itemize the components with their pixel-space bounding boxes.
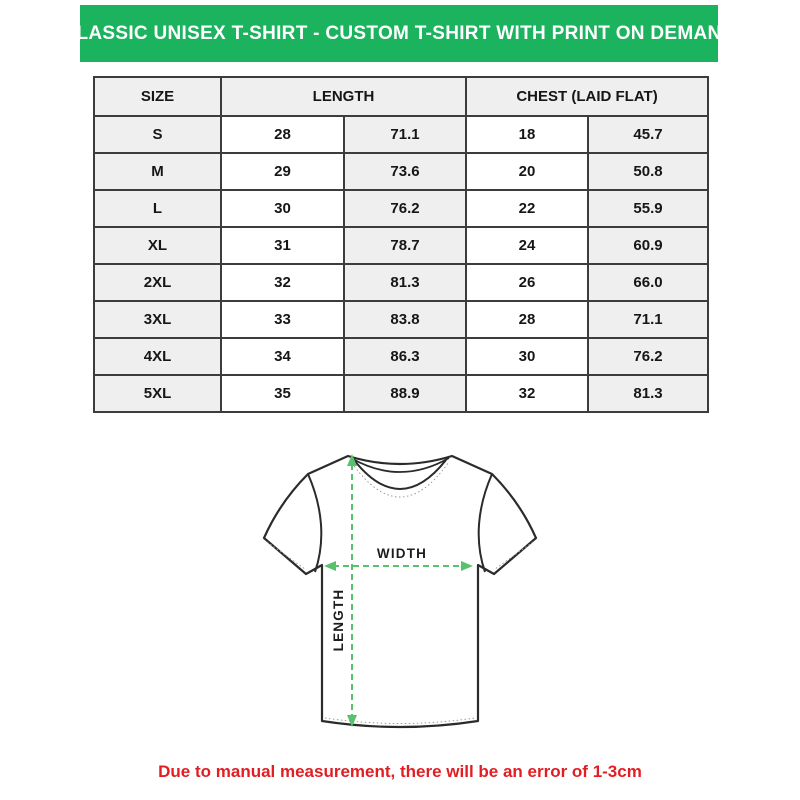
measurement-error-note [0, 762, 800, 782]
table-row [94, 116, 708, 153]
size-cell: M [94, 153, 221, 190]
table-row [94, 190, 708, 227]
chest-cm-cell: 45.7 [588, 116, 708, 153]
size-cell: XL [94, 227, 221, 264]
length-cm-cell: 81.3 [344, 264, 466, 301]
tshirt-measurement-diagram [240, 428, 560, 748]
length-in-cell: 32 [221, 264, 344, 301]
length-in-cell: 34 [221, 338, 344, 375]
chest-in-cell: 28 [466, 301, 588, 338]
size-cell: 3XL [94, 301, 221, 338]
chest-cm-cell: 71.1 [588, 301, 708, 338]
length-in-cell: 35 [221, 375, 344, 412]
chest-in-cell: 24 [466, 227, 588, 264]
chest-cm-cell: 76.2 [588, 338, 708, 375]
chest-cm-cell: 50.8 [588, 153, 708, 190]
chest-cm-cell: 81.3 [588, 375, 708, 412]
length-in-cell: 28 [221, 116, 344, 153]
chest-in-cell: 26 [466, 264, 588, 301]
length-cm-cell: 76.2 [344, 190, 466, 227]
size-cell: 4XL [94, 338, 221, 375]
length-in-cell: 30 [221, 190, 344, 227]
length-label: LENGTH [331, 588, 346, 652]
chest-in-cell: 20 [466, 153, 588, 190]
size-cell: S [94, 116, 221, 153]
width-label: WIDTH [376, 546, 428, 561]
length-in-cell: 29 [221, 153, 344, 190]
length-cm-cell: 86.3 [344, 338, 466, 375]
note-text: Due to manual measurement, there will be an error of 1-3cm [158, 762, 642, 781]
chest-cm-cell: 55.9 [588, 190, 708, 227]
table-row [94, 264, 708, 301]
table-row [94, 227, 708, 264]
chest-in-cell: 30 [466, 338, 588, 375]
table-row [94, 301, 708, 338]
table-row [94, 375, 708, 412]
length-in-cell: 33 [221, 301, 344, 338]
size-cell: 2XL [94, 264, 221, 301]
chest-cm-cell: 60.9 [588, 227, 708, 264]
length-cm-cell: 83.8 [344, 301, 466, 338]
page-title: CLASSIC UNISEX T-SHIRT - CUSTOM T-SHIRT WITH PRINT ON DEMAND [62, 22, 736, 44]
size-chart-table [93, 76, 709, 413]
size-cell: 5XL [94, 375, 221, 412]
table-row [94, 153, 708, 190]
table-row [94, 338, 708, 375]
length-cm-cell: 88.9 [344, 375, 466, 412]
size-cell: L [94, 190, 221, 227]
chest-in-cell: 32 [466, 375, 588, 412]
column-header-length: LENGTH [221, 77, 466, 116]
column-header-size: SIZE [94, 77, 221, 116]
column-header-chest: CHEST (LAID FLAT) [466, 77, 708, 116]
chest-in-cell: 22 [466, 190, 588, 227]
length-cm-cell: 78.7 [344, 227, 466, 264]
length-cm-cell: 71.1 [344, 116, 466, 153]
title-banner [62, 5, 736, 62]
size-chart [93, 76, 709, 413]
length-cm-cell: 73.6 [344, 153, 466, 190]
chest-in-cell: 18 [466, 116, 588, 153]
table-header-row [94, 77, 708, 116]
length-in-cell: 31 [221, 227, 344, 264]
chest-cm-cell: 66.0 [588, 264, 708, 301]
